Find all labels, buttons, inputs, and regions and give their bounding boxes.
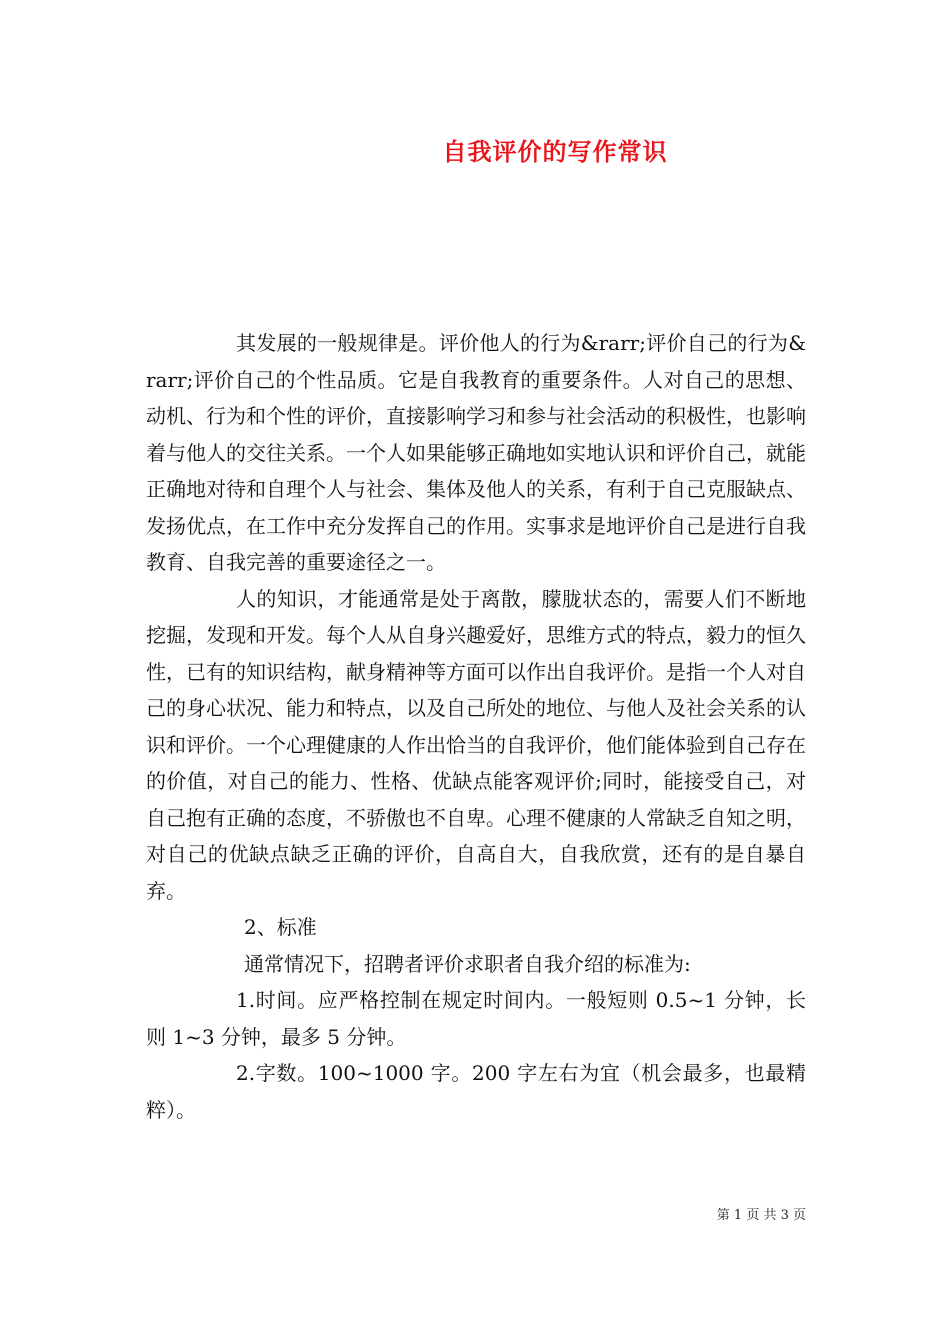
document-title: 自我评价的写作常识 — [442, 137, 668, 166]
section-heading-standard: 2、标准 — [244, 915, 317, 939]
page-number: 第 1 页 共 3 页 — [716, 1208, 806, 1223]
paragraph-1: 其发展的一般规律是。评价他人的行为&rarr;评价自己的行为&rarr;评价自己的个性品质。它是自我教育的重要条件。人对自己的思想、动机、行为和个性的评价，直接影响学习和参与社会活动的积极性，也影响着与他人的交往关系。一个人如果能够正确地如实地认识和评价自己，就能正确地对待和自理个人与社会、集体及他人的关系，有利于自己克服缺点、发扬优点，在工作中充分发挥自己的作用。实事求是地评价自己是进行自我教育、自我完善的重要途径之一。 — [146, 331, 806, 574]
paragraph-time: 1.时间。应严格控制在规定时间内。一般短则 0.5~1 分钟，长则 1~3 分钟，最多 5 分钟。 — [146, 988, 806, 1049]
paragraph-standard-intro: 通常情况下，招聘者评价求职者自我介绍的标准为: — [244, 951, 691, 976]
paragraph-2: 人的知识，才能通常是处于离散，朦胧状态的，需要人们不断地挖掘，发现和开发。每个人从自身兴趣爱好，思维方式的特点，毅力的恒久性，已有的知识结构，献身精神等方面可以作出自我评价。是指一个人对自己的身心状况、能力和特点，以及自己所处的地位、与他人及社会关系的认识和评价。一个心理健康的人作出恰当的自我评价，他们能体验到自己存在的价值，对自己的能力、性格、优缺点能客观评价;同时，能接受自己，对自己抱有正确的态度，不骄傲也不自卑。心理不健康的人常缺乏自知之明，对自己的优缺点缺乏正确的评价，自高自大，自我欣赏，还有的是自暴自弃。 — [146, 586, 806, 903]
paragraph-word-count: 2.字数。100~1000 字。200 字左右为宜（机会最多，也最精粹）。 — [146, 1061, 806, 1122]
document-body — [146, 325, 806, 1128]
